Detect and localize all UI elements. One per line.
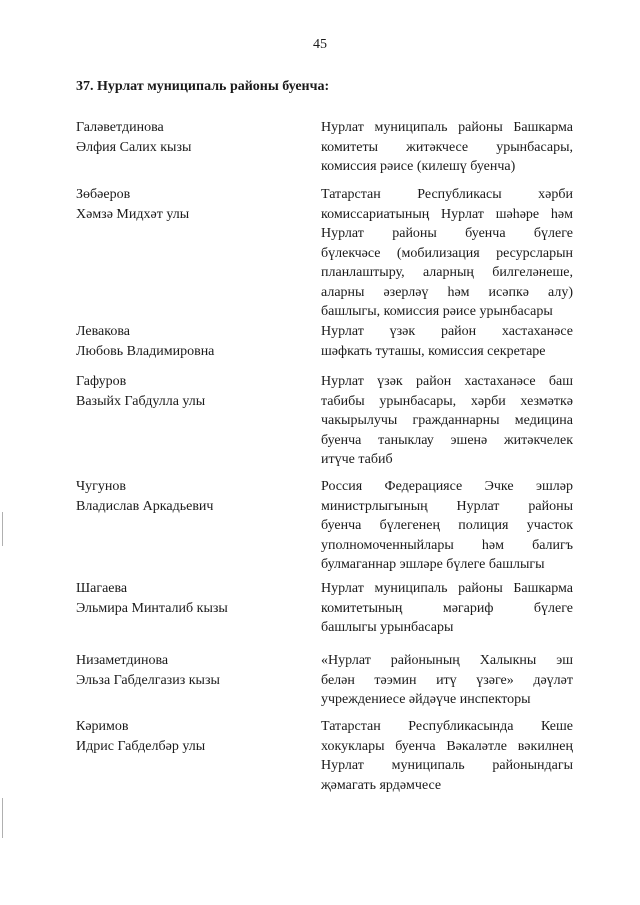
member-name bbox=[76, 372, 296, 412]
member-given-name: Вазыйх Габдулла улы bbox=[76, 394, 206, 409]
member-name bbox=[76, 717, 296, 757]
member-role bbox=[321, 717, 573, 795]
member-name bbox=[76, 185, 296, 225]
member-role bbox=[321, 118, 573, 177]
member-role-line: бүлекчәсе (мобилизация ресурсларын bbox=[321, 245, 573, 261]
member-role-line: Нурлат үзәк район хастаханәсе баш bbox=[321, 374, 573, 389]
member-role bbox=[321, 322, 573, 361]
member-role-line: планлаштыру, аларның билгеләнеше, bbox=[321, 265, 573, 280]
member-given-name: Эльмира Минталиб кызы bbox=[76, 601, 228, 616]
member-surname: Гафуров bbox=[76, 374, 127, 389]
member-role-line: комиссариатының Нурлат шәһәре һәм bbox=[321, 206, 573, 222]
member-role-line: учреждениесе әйдәүче инспекторы bbox=[321, 692, 531, 707]
member-surname: Зөбәеров bbox=[76, 187, 131, 202]
member-role-line: чакырылучы гражданнарны медицина bbox=[321, 413, 573, 428]
member-given-name: Эльза Габделгазиз кызы bbox=[76, 673, 220, 688]
member-role-line: булмаганнар эшләре бүлеге башлыгы bbox=[321, 557, 545, 572]
member-surname: Кәримов bbox=[76, 719, 129, 734]
member-surname: Чугунов bbox=[76, 479, 126, 494]
member-name bbox=[76, 477, 296, 517]
member-given-name: Идрис Габделбәр улы bbox=[76, 739, 206, 754]
member-role-line: Россия Федерациясе Эчке эшләр bbox=[321, 479, 573, 494]
member-role-line: «Нурлат районының Халыкны эш bbox=[321, 653, 573, 668]
member-role-line: министрлыгының Нурлат районы bbox=[321, 498, 573, 514]
member-role bbox=[321, 651, 573, 710]
member-surname: Галәветдинова bbox=[76, 120, 164, 135]
member-role-line: буенча таныклау эшенә житәкчелек bbox=[321, 432, 573, 448]
member-role-line: Нурлат муниципаль районы Башкарма bbox=[321, 581, 573, 596]
member-role-line: башлыгы, комиссия рәисе урынбасары bbox=[321, 304, 553, 319]
member-role-line: буенча бүлегенең полиция участок bbox=[321, 518, 573, 533]
member-surname: Левакова bbox=[76, 324, 130, 339]
margin-scan-mark bbox=[2, 798, 3, 838]
margin-scan-mark bbox=[2, 512, 3, 546]
member-role-line: Татарстан Республикасы хәрби bbox=[321, 187, 573, 202]
member-surname: Шагаева bbox=[76, 581, 128, 596]
page-number: 45 bbox=[313, 37, 327, 52]
member-role-line: Нурлат үзәк район хастаханәсе bbox=[321, 324, 573, 339]
member-surname: Низаметдинова bbox=[76, 653, 169, 668]
member-role-line: уполномоченныйлары һәм балигъ bbox=[321, 537, 573, 553]
member-role-line: Нурлат муниципаль районындагы bbox=[321, 758, 573, 773]
member-role bbox=[321, 372, 573, 470]
member-role-line: Нурлат районы буенча бүлеге bbox=[321, 226, 573, 241]
section-title: 37. Нурлат муниципаль районы буенча: bbox=[76, 79, 330, 94]
member-role-line: комитетының мәгариф бүлеге bbox=[321, 600, 573, 616]
member-role-line: комитеты житәкчесе урынбасары, bbox=[321, 139, 573, 155]
member-role bbox=[321, 579, 573, 638]
member-role bbox=[321, 185, 573, 322]
member-role-line: хокуклары буенча Вәкаләтле вәкилнең bbox=[321, 738, 573, 754]
member-role-line: итүче табиб bbox=[321, 452, 393, 467]
member-role-line: шәфкать туташы, комиссия секретаре bbox=[321, 343, 546, 359]
member-given-name: Любовь Владимировна bbox=[76, 344, 215, 359]
member-role-line: белән тәэмин итү үзәге» дәүләт bbox=[321, 672, 573, 688]
member-role-line: башлыгы урынбасары bbox=[321, 620, 454, 635]
member-role-line: Нурлат муниципаль районы Башкарма bbox=[321, 120, 573, 135]
member-name bbox=[76, 322, 296, 362]
member-role-line: Татарстан Республикасында Кеше bbox=[321, 719, 573, 734]
member-name bbox=[76, 579, 296, 619]
member-role-line: җәмагать ярдәмчесе bbox=[321, 777, 442, 793]
member-role-line: комиссия рәисе (килешү буенча) bbox=[321, 159, 516, 174]
member-role-line: аларны әзерләү һәм исәпкә алу) bbox=[321, 284, 573, 300]
member-given-name: Владислав Аркадьевич bbox=[76, 499, 214, 514]
member-role-line: табибы урынбасары, хәрби хезмәткә bbox=[321, 393, 573, 409]
member-name bbox=[76, 651, 296, 691]
member-name bbox=[76, 118, 296, 158]
member-given-name: Әлфия Салих кызы bbox=[76, 140, 192, 155]
member-given-name: Хәмзә Мидхәт улы bbox=[76, 207, 190, 222]
member-role bbox=[321, 477, 573, 575]
